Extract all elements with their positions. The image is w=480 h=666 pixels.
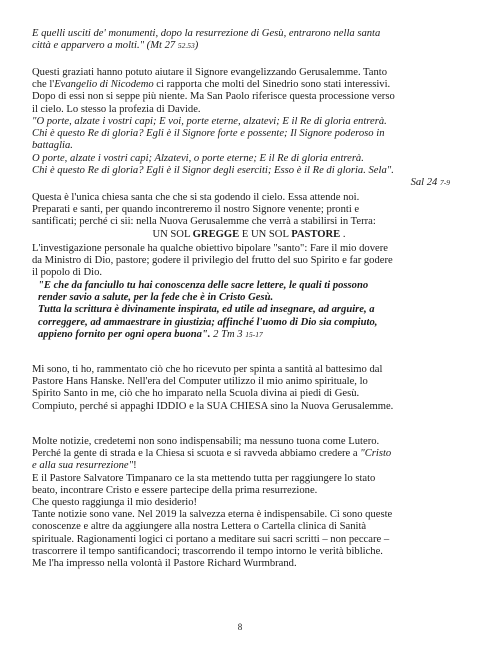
text-line (32, 40, 456, 52)
text-span: città e apparvero a molti." (Mt 27 (32, 40, 176, 52)
paragraph-2 (32, 192, 456, 241)
psalm-citation (32, 177, 456, 189)
text-line: E quelli usciti de' monumenti, dopo la resurrezione di Gesù, entrarono nella santa (32, 28, 381, 39)
text-line: Mi sono, ti ho, rammentato ciò che ho ricevuto per spinta a santità al battesimo dal (32, 364, 383, 375)
text-line: render savio a salute, per la fede che è in Cristo Gesù. (38, 292, 274, 304)
text-span: ) (194, 40, 199, 52)
flock-line (32, 229, 456, 241)
text-line: conoscenze e altre da aggiungere alla nostra Lettera o Cartella clinica di Sanità (32, 521, 367, 533)
text-line: L'investigazione personale ha qualche obiettivo bipolare "santo": Fare il mio dovere (32, 243, 388, 254)
emphasis: "Cristo (360, 448, 392, 460)
text-line: E il Pastore Salvatore Timpanaro ce la sta mettendo tutta per raggiungere lo stato (32, 472, 376, 484)
text-line: "E che da fanciullo tu hai conoscenza delle sacre lettere, le quali ti possono (38, 280, 369, 291)
text-line: Me l'ha impresso nella volontà il Pastore Richard Wurmbrand. (32, 558, 297, 570)
paragraph-3 (32, 243, 456, 280)
verse-ref: 15-17 (245, 329, 263, 339)
text-span: UN SOL (152, 228, 193, 240)
psalm-quote (32, 116, 456, 189)
timothy-quote (38, 280, 456, 341)
text-span: Perché la gente di strada e la Chiesa si scuota e si ravveda abbiamo credere a (32, 448, 361, 460)
paragraph-5 (32, 436, 456, 570)
text-line: Compiuto, perché si appaghi IDDIO e la SUA CHIESA sino la Nuova Gerusalemme. (32, 400, 394, 412)
emphasis: e alla sua resurrezione" (32, 460, 134, 472)
text-line (32, 448, 456, 460)
text-line: Questi graziati hanno potuto aiutare il Signore evangelizzando Gerusalemme. Tanto (32, 67, 388, 78)
paragraph-1 (32, 67, 456, 116)
emphasis: PASTORE (291, 228, 341, 240)
text-line: spirituale. Ragionamenti logici ci portano a meditare sui sacri scritti – non peccare – (32, 533, 390, 545)
text-line: Questa è l'unica chiesa santa che che si sta godendo il cielo. Essa attende noi. (32, 192, 360, 203)
text-line: O porte, alzate i vostri capi; Alzatevi, o porte eterne; E il Re di gloria entrerà. (32, 152, 364, 164)
text-line: il popolo di Dio. (32, 267, 103, 279)
text-line: Tante notizie sono vane. Nel 2019 la salvezza eterna è indispensabile. Ci sono queste (32, 509, 393, 521)
text-span: Sal 24 (410, 177, 438, 189)
text-line: correggere, ad ammaestrare in giustizia; affinché l'uomo di Dio sia compiuto, (38, 316, 378, 328)
text-line: santificati; perché ci sii: nella Nuova Gerusalemme che verrà a stabilirsi in Terra: (32, 216, 376, 228)
paragraph-4 (32, 364, 456, 413)
text-line: Pastore Hans Hanske. Nell'era del Computer utilizzo il mio animo spirituale, lo (32, 376, 368, 388)
text-line: trascorrere il tempo santificandoci; trascorrendo il tempo intorno le verità bibliche. (32, 545, 383, 557)
text-line: Preparati e santi, per quando incontreremo il nostro Signore venente; pronti e (32, 204, 360, 216)
page-number: 8 (237, 622, 243, 632)
text-line: Spirito Santo in me, ciò che ho imparato nella Scuola divina ai piedi di Gesù. (32, 388, 360, 400)
verse-ref: 52.53 (177, 41, 195, 51)
text-line: beato, incontrare Cristo e essere partecipe della prima resurrezione. (32, 484, 318, 496)
text-line: battaglia. (32, 140, 73, 152)
text-span: appieno fornito per ogni opera buona". (38, 328, 211, 340)
timothy-citation: 2 Tm 3 (210, 328, 243, 340)
text-span: ! (133, 460, 137, 472)
verse-ref: 7-9 (440, 178, 450, 188)
text-span: E UN SOL (239, 228, 292, 240)
book-title: Evangelio di Nicodemo (54, 79, 154, 91)
text-line: Chi è questo Re di gloria? Egli è il Signore forte e possente; Il Signore poderoso in (32, 128, 385, 140)
text-line: il cielo. Lo stesso la profezia di Davide. (32, 103, 201, 115)
text-line (32, 79, 456, 91)
text-span: che l' (32, 79, 55, 91)
text-line: Molte notizie, credetemi non sono indispensabili; ma nessuno tuona come Lutero. (32, 436, 380, 447)
text-line: Che questo raggiunga il mio desiderio! (32, 497, 198, 509)
text-span: . (340, 228, 346, 240)
intro-quote (32, 28, 456, 52)
text-span: ci rapporta che molti del Sinedrio sono stati interessivi. (153, 79, 391, 91)
text-line: da Ministro di Dio, pastore; godere il privilegio del frutto del suo Spirito e far godere (32, 255, 393, 267)
text-line: Tutta la scrittura è divinamente inspirata, ed utile ad insegnare, ad arguire, a (38, 304, 375, 316)
emphasis: GREGGE (192, 228, 240, 240)
text-line: Dopo di essi non si seppe più niente. Ma San Paolo riferisce questa processione verso (32, 91, 395, 103)
text-line: Chi è questo Re di gloria? Egli è il Signor degli eserciti; Esso è il Re di gloria. Sela". (32, 164, 394, 176)
text-line (38, 329, 456, 341)
text-line: "O porte, alzate i vostri capi; E voi, porte eterne, alzatevi; E il Re di gloria entrerà. (32, 116, 387, 127)
text-line (32, 460, 456, 472)
